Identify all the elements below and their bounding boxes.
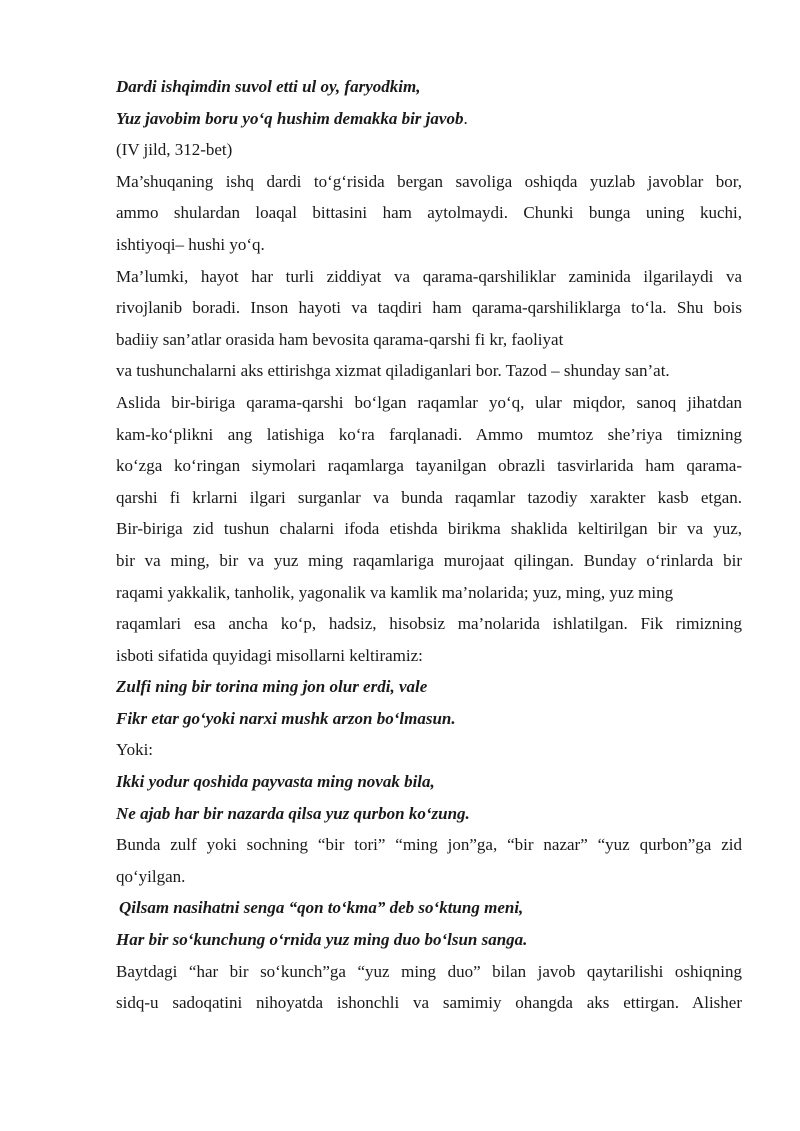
paragraph-line: ammo shulardan loaqal bittasini ham aytolmaydi. Chunki bunga uning kuchi, bbox=[116, 203, 742, 223]
paragraph-line: qarshi fi krlarni ilgari surganlar va bunda raqamlar tazodiy xarakter kasb etgan. bbox=[116, 487, 742, 507]
paragraph-line: bir va ming, bir va yuz ming raqamlariga murojaat qilingan. Bunday o‘rinlarda bir bbox=[116, 550, 742, 570]
paragraph-line: Bir-biriga zid tushun chalarni ifoda etishda birikma shaklida keltirilgan bir va yuz, bbox=[116, 519, 742, 539]
verse-line: Fikr etar go‘yoki narxi mushk arzon bo‘lmasun. bbox=[116, 708, 456, 728]
paragraph-line: sidq-u sadoqatini nihoyatda ishonchli va samimiy ohangda aks ettirgan. Alisher bbox=[116, 993, 742, 1013]
paragraph-line: isboti sifatida quyidagi misollarni keltiramiz: bbox=[116, 645, 423, 665]
paragraph-line: raqamlari esa ancha ko‘p, hadsiz, hisobsiz ma’nolarida ishlatilgan. Fik rimizning bbox=[116, 614, 742, 634]
paragraph-line: raqami yakkalik, tanholik, yagonalik va kamlik ma’nolarida; yuz, ming, yuz ming bbox=[116, 582, 674, 602]
paragraph-line: Yoki: bbox=[116, 740, 154, 760]
paragraph-line: va tushunchalarni aks ettirishga xizmat qiladiganlari bor. Tazod – shunday san’at. bbox=[116, 361, 670, 381]
source-reference: (IV jild, 312-bet) bbox=[116, 140, 233, 160]
paragraph-line: kam-ko‘plikni ang latishiga ko‘ra farqlanadi. Ammo mumtoz she’riya timizning bbox=[116, 424, 742, 444]
paragraph-line: Bunda zulf yoki sochning “bir tori” “ming jon”ga, “bir nazar” “yuz qurbon”ga zid bbox=[116, 835, 742, 855]
paragraph-line: rivojlanib boradi. Inson hayoti va taqdiri ham qarama-qarshiliklarga to‘la. Shu bois bbox=[116, 298, 742, 318]
verse-line: Dardi ishqimdin suvol etti ul oy, faryodkim, bbox=[116, 77, 421, 96]
verse-line: Har bir so‘kunchung o‘rnida yuz ming duo bo‘lsun sanga. bbox=[116, 930, 528, 950]
paragraph-line: Aslida bir-biriga qarama-qarshi bo‘lgan raqamlar yo‘q, ular miqdor, sanoq jihatdan bbox=[116, 392, 742, 412]
verse-line: Ne ajab har bir nazarda qilsa yuz qurbon ko‘zung. bbox=[116, 803, 470, 823]
verse-text: Yuz javobim boru yo‘q hushim demakka bir javob bbox=[116, 108, 464, 128]
document-page bbox=[116, 71, 742, 1019]
paragraph-line: Baytdagi “har bir so‘kunch”ga “yuz ming duo” bilan javob qaytarilishi oshiqning bbox=[116, 961, 742, 981]
paragraph-line: Ma’shuqaning ishq dardi to‘g‘risida bergan savoliga oshiqda yuzlab javoblar bor, bbox=[116, 171, 742, 191]
verse-line: Zulfi ning bir torina ming jon olur erdi, vale bbox=[116, 677, 428, 697]
verse-period: . bbox=[463, 108, 468, 128]
verse-line: Qilsam nasihatni senga “qon to‘kma” deb so‘ktung meni, bbox=[119, 898, 524, 918]
paragraph-line: ko‘zga ko‘ringan siymolari raqamlarga tayanilgan obrazli tasvirlarida ham qarama- bbox=[116, 456, 742, 476]
verse-line: Ikki yodur qoshida payvasta ming novak bila, bbox=[116, 772, 435, 792]
paragraph-line: badiiy san’atlar orasida ham bevosita qarama-qarshi fi kr, faoliyat bbox=[116, 329, 564, 349]
paragraph-line: Ma’lumki, hayot har turli ziddiyat va qarama-qarshiliklar zaminida ilgarilaydi va bbox=[116, 266, 742, 286]
verse-line bbox=[116, 103, 742, 135]
paragraph-line: qo‘yilgan. bbox=[116, 866, 186, 886]
paragraph-line: ishtiyoqi– hushi yo‘q. bbox=[116, 234, 265, 254]
